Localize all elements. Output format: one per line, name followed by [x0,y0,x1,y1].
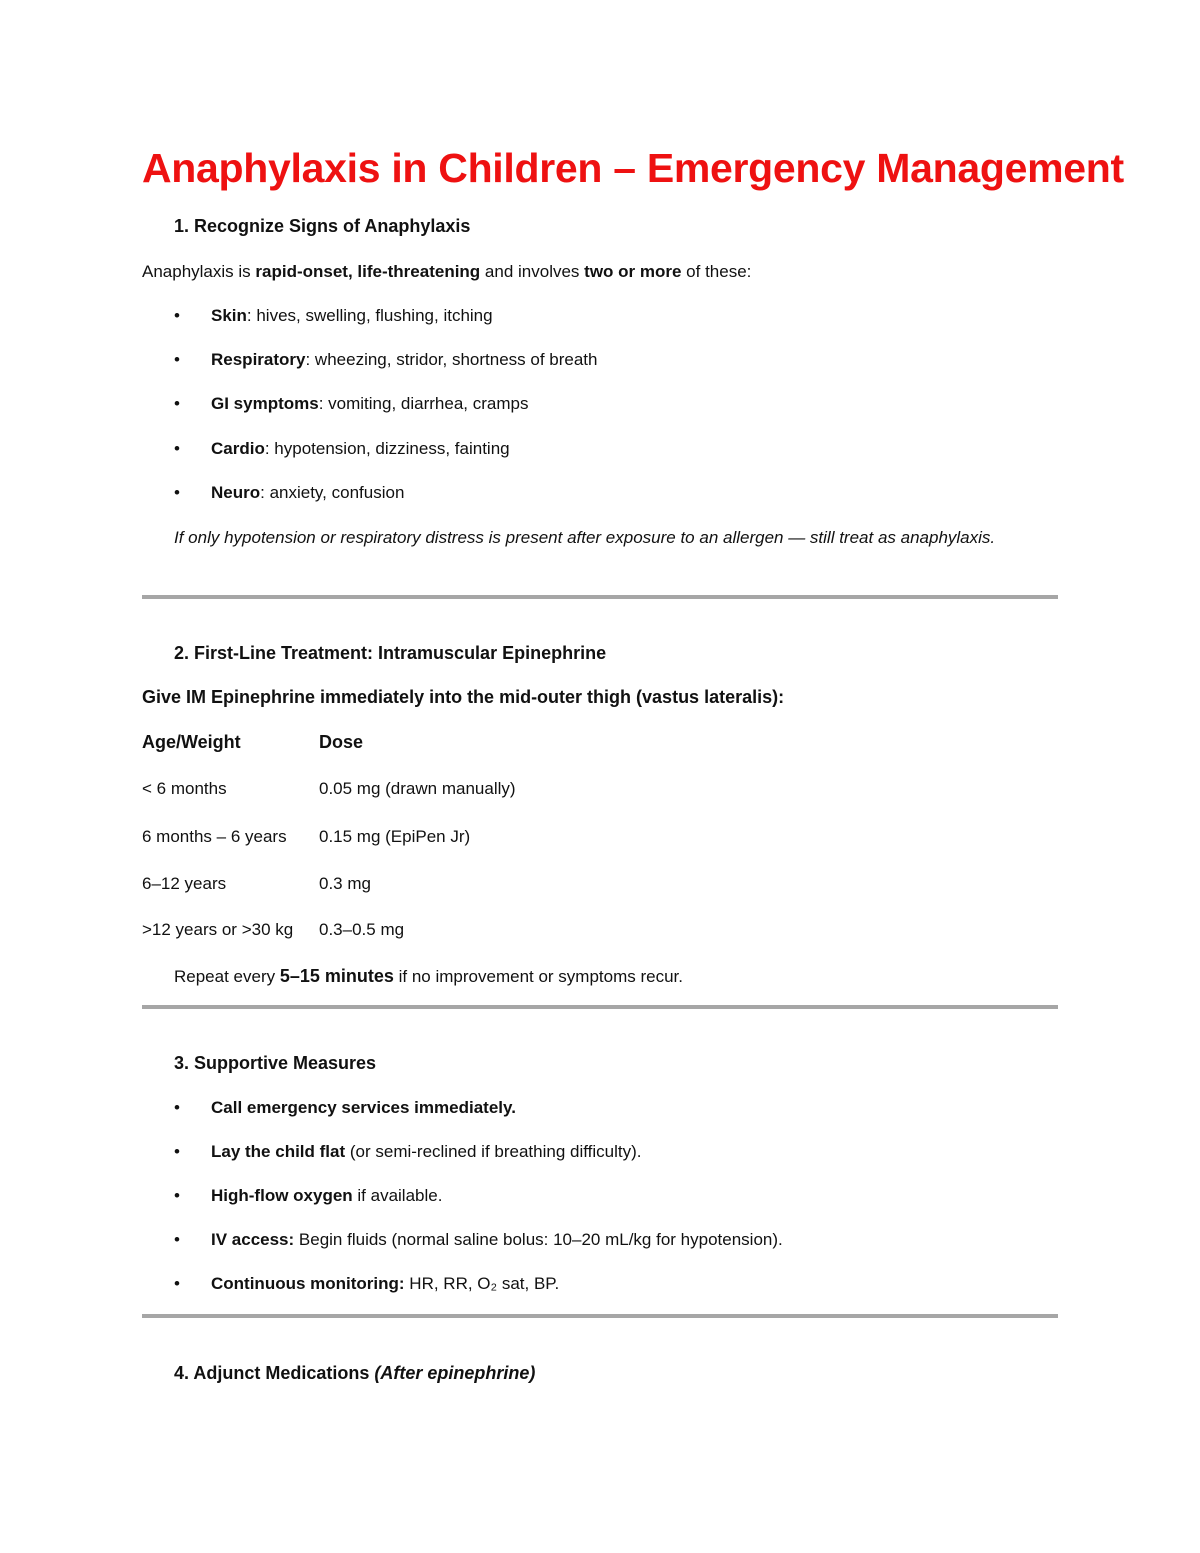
bullet-text: Begin fluids (normal saline bolus: 10–20 mL/kg for hypotension). [294,1230,783,1249]
list-item [174,439,874,463]
document-title: Anaphylaxis in Children – Emergency Management [142,145,1124,191]
intro-bold-two-or-more: two or more [584,262,682,281]
list-item [174,1230,1024,1254]
bullet-icon: • [174,350,180,369]
section-3-heading: 3. Supportive Measures [174,1053,377,1073]
table-header-age-weight: Age/Weight [142,732,241,752]
table-cell: < 6 months [142,779,227,798]
list-item [174,1274,974,1298]
intro-text-1: Anaphylaxis is [142,262,256,281]
table-header-dose: Dose [319,732,364,752]
bullet-icon: • [174,1274,180,1293]
list-item [174,483,874,507]
bullet-label: Skin [211,306,247,325]
table-cell: 6 months – 6 years [142,827,287,846]
list-item [174,1186,974,1210]
intro-text-2: , [347,262,358,281]
repeat-bold-interval: 5–15 minutes [279,966,394,986]
list-item [174,306,874,330]
table-cell: 0.05 mg (drawn manually) [319,779,516,798]
bullet-text: : hypotension, dizziness, fainting [264,439,510,458]
bullet-label: GI symptoms [211,394,319,413]
bullet-text: : wheezing, stridor, shortness of breath [305,350,598,369]
table-cell: 0.3 mg [319,874,371,893]
bullet-text: HR, RR, O₂ sat, BP. [404,1274,560,1293]
intro-text-3: and involves [480,262,585,281]
section-4-heading-italic: (After epinephrine) [374,1363,536,1383]
bullet-text: (or semi-reclined if breathing difficulty). [345,1142,642,1161]
repeat-text-1: Repeat every [174,967,280,986]
bullet-icon: • [174,1142,180,1161]
section-1-heading: 1. Recognize Signs of Anaphylaxis [174,216,471,236]
bullet-label: Lay the child flat [211,1142,346,1161]
bullet-icon: • [174,1230,180,1249]
bullet-label: High-flow oxygen [211,1186,353,1205]
bullet-text: : anxiety, confusion [260,483,405,502]
bullet-text: : vomiting, diarrhea, cramps [318,394,529,413]
bullet-label: IV access: [211,1230,295,1249]
bullet-icon: • [174,1098,180,1117]
list-item [174,350,874,374]
bullet-icon: • [174,483,180,502]
list-item [174,1142,974,1166]
bullet-text: : hives, swelling, flushing, itching [246,306,493,325]
table-cell: >12 years or >30 kg [142,920,294,939]
bullet-label: Call emergency services immediately. [211,1098,516,1117]
bullet-icon: • [174,394,180,413]
section-2-repeat-note [174,966,683,987]
section-2-heading: 2. First-Line Treatment: Intramuscular Epinephrine [174,643,607,663]
section-1-intro [142,262,751,282]
repeat-text-2: if no improvement or symptoms recur. [393,967,683,986]
bullet-label: Continuous monitoring: [211,1274,405,1293]
intro-text-4: of these: [681,262,752,281]
horizontal-divider [142,595,1058,599]
section-1-note: If only hypotension or respiratory distress is present after exposure to an allergen — still treat as anaphylaxis. [174,528,996,547]
bullet-label: Neuro [211,483,261,502]
section-4-heading [174,1363,535,1384]
intro-bold-life-threatening: life-threatening [357,262,481,281]
list-item [174,394,874,418]
intro-bold-rapid-onset: rapid-onset [255,262,348,281]
section-4-heading-text: 4. Adjunct Medications [174,1363,375,1383]
bullet-label: Cardio [211,439,265,458]
bullet-label: Respiratory [211,350,306,369]
section-2-subheading: Give IM Epinephrine immediately into the mid-outer thigh (vastus lateralis): [142,687,785,707]
table-cell: 0.3–0.5 mg [319,920,405,939]
list-item [174,1098,974,1122]
horizontal-divider [142,1314,1058,1318]
bullet-icon: • [174,1186,180,1205]
bullet-icon: • [174,306,180,325]
horizontal-divider [142,1005,1058,1009]
bullet-text: if available. [352,1186,443,1205]
bullet-icon: • [174,439,180,458]
table-cell: 6–12 years [142,874,227,893]
table-cell: 0.15 mg (EpiPen Jr) [319,827,471,846]
